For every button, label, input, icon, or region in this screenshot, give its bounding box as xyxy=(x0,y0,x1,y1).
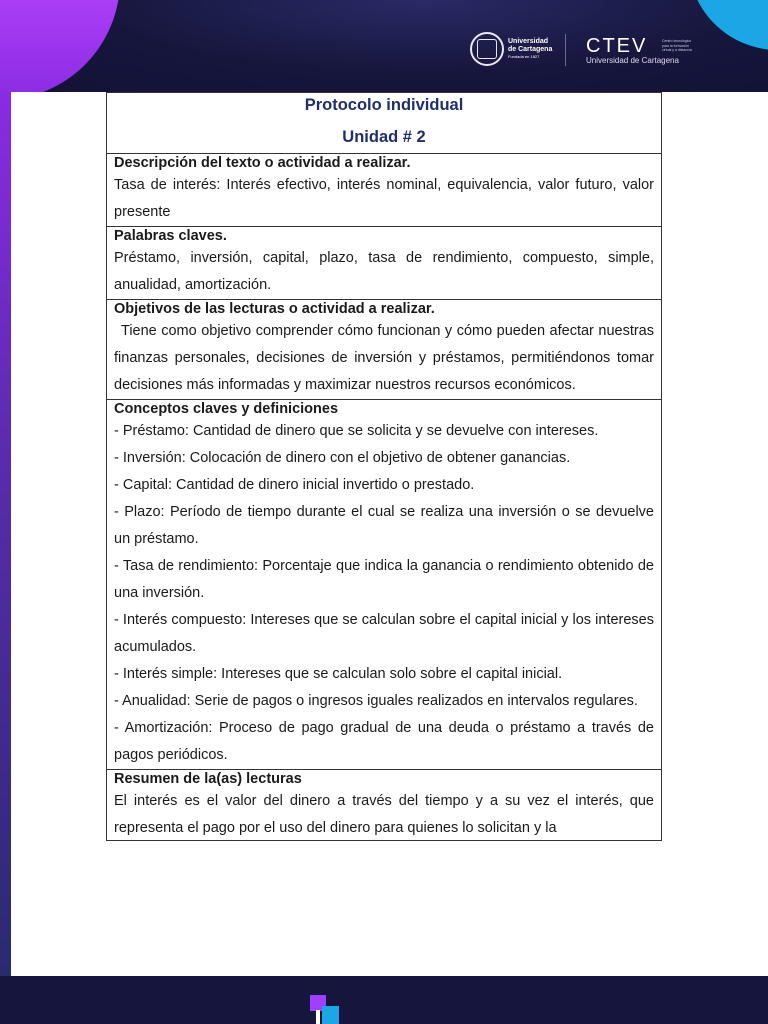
concept-item: - Capital: Cantidad de dinero inicial invertido o prestado. xyxy=(114,477,475,493)
concepts-heading: Conceptos claves y definiciones xyxy=(114,401,339,417)
decorative-white-bar xyxy=(316,1010,320,1024)
keywords-heading: Palabras claves. xyxy=(114,228,227,244)
ctev-subtitle: Universidad de Cartagena xyxy=(586,56,679,65)
summary-cell xyxy=(107,770,662,841)
keywords-cell xyxy=(107,227,662,300)
logo-tagline: Fundada en 1827 xyxy=(508,54,540,59)
concept-item: - Interés simple: Intereses que se calculan solo sobre el capital inicial. xyxy=(114,666,563,682)
objectives-row xyxy=(107,300,662,400)
concept-item: - Interés compuesto: Intereses que se calculan sobre el capital inicial y los intereses acumulados. xyxy=(114,612,654,655)
decorative-cyan-shape xyxy=(688,0,768,50)
description-cell xyxy=(107,154,662,227)
ctev-wordmark: CTEV xyxy=(586,35,648,57)
ctev-side-text: Centro tecnológico para la formación virtual y a distancia xyxy=(662,39,692,52)
protocol-table xyxy=(106,92,662,841)
concept-item: - Anualidad: Serie de pagos o ingresos iguales realizados en intervalos regulares. xyxy=(114,693,638,709)
logo-divider xyxy=(565,34,566,66)
keywords-row xyxy=(107,227,662,300)
left-decorative-strip xyxy=(0,92,11,976)
concepts-row xyxy=(107,400,662,770)
document-title: Protocolo individual xyxy=(304,96,464,114)
concept-item: - Préstamo: Cantidad de dinero que se solicita y se devuelve con intereses. xyxy=(114,423,599,439)
concepts-cell xyxy=(107,400,662,770)
page-header xyxy=(0,0,768,92)
keywords-body: Préstamo, inversión, capital, plazo, tasa de rendimiento, compuesto, simple, anualidad, amortización. xyxy=(114,250,654,293)
universidad-de-cartagena-logo xyxy=(470,32,552,66)
objectives-heading: Objetivos de las lecturas o actividad a realizar. xyxy=(114,301,435,317)
decorative-blue-square xyxy=(322,1006,339,1024)
description-heading: Descripción del texto o actividad a realizar. xyxy=(114,155,411,171)
logo-line-2: de Cartagena xyxy=(508,46,553,53)
ctev-logo xyxy=(586,35,692,66)
objectives-body: Tiene como objetivo comprender cómo funcionan y cómo pueden afectar nuestras finanzas personales, decisiones de inversión y préstamos, permitiéndonos tomar decisiones más informadas y maximizar nuestros recursos económicos. xyxy=(114,323,654,393)
description-row xyxy=(107,154,662,227)
page-footer xyxy=(0,976,768,1024)
concept-item: - Amortización: Proceso de pago gradual de una deuda o préstamo a través de pagos periódicos. xyxy=(114,720,654,763)
decorative-purple-shape xyxy=(0,0,120,92)
unit-title: Unidad # 2 xyxy=(342,128,426,146)
description-body: Tasa de interés: Interés efectivo, interés nominal, equivalencia, valor futuro, valor presente xyxy=(114,177,654,220)
objectives-cell xyxy=(107,300,662,400)
summary-body: El interés es el valor del dinero a través del tiempo y a su vez el interés, que representa el pago por el uso del dinero para quienes lo solicitan y la xyxy=(114,793,654,836)
concept-item: - Plazo: Período de tiempo durante el cual se realiza una inversión o se devuelve un préstamo. xyxy=(114,504,654,547)
concept-item: - Tasa de rendimiento: Porcentaje que indica la ganancia o rendimiento obtenido de una inversión. xyxy=(114,558,654,601)
university-seal-icon xyxy=(470,32,504,66)
summary-row xyxy=(107,770,662,841)
title-cell xyxy=(107,93,662,154)
concept-item: - Inversión: Colocación de dinero con el objetivo de obtener ganancias. xyxy=(114,450,571,466)
logo-line-1: Universidad xyxy=(508,38,549,45)
title-row xyxy=(107,93,662,154)
summary-heading: Resumen de la(as) lecturas xyxy=(114,771,302,787)
